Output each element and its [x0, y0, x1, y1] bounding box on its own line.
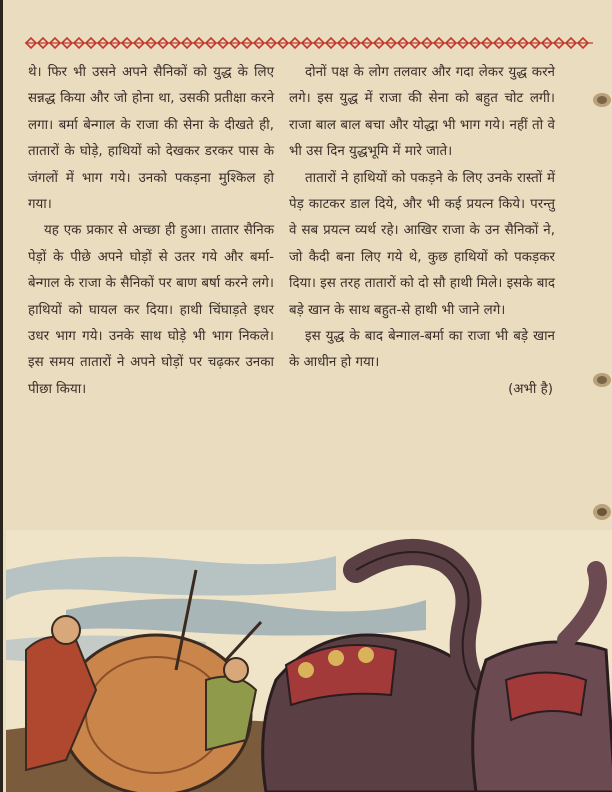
- paragraph: यह एक प्रकार से अच्छा ही हुआ। तातार सैनिक पेड़ों के पीछे अपने घोड़ों से उतर गये और बर्मा-बेन्गाल के राजा के सैनिकों पर बाण बर्षा करने लगे। हाथियों को घायल कर दिया। हाथी चिंघाड़ते इधर उधर भाग गये। उनके साथ घोड़े भी भाग निकले। इस समय तातारों ने अपने घोड़ों पर चढ़कर उनका पीछा किया।: [28, 223, 274, 397]
- paragraph: तातारों ने हाथियों को पकड़ने के लिए उनके रास्तों में पेड़ काटकर डाल दिये, और भी कई प्रयत्न किये। परन्तु वे सब प्रयत्न व्यर्थ रहे। आखिर राजा के उन सैनिकों ने, जो कैदी बना लिए गये थे, कुछ हाथियों को पकड़कर दिया। इस तरह तातारों को दो सौ हाथी मिले। इसके बाद बड़े खान के साथ बहुत-से हाथी भी जाने लगे।: [289, 170, 555, 318]
- right-column: [289, 60, 555, 403]
- story-text: [3, 60, 612, 520]
- decorative-border: [25, 36, 593, 50]
- left-column: [28, 60, 274, 403]
- binder-holes: [588, 80, 612, 540]
- continued-note: (अभी है): [508, 381, 553, 397]
- paragraph: थे। फिर भी उसने अपने सैनिकों को युद्ध के लिए सन्नद्ध किया और जो होना था, उसकी प्रतीक्षा करने लगा। बर्मा बेन्गाल के राजा की सेना के दीखते ही, तातारों के घोड़े, हाथियों को देखकर डरकर पास के जंगलों में भाग गये। उनको पकड़ना मुश्किल हो गया।: [28, 65, 274, 213]
- paragraph: दोनों पक्ष के लोग तलवार और गदा लेकर युद्ध करने लगे। इस युद्ध में राजा की सेना को बहुत चोट लगी। राजा बाल बाल बचा और योद्धा भी भाग गये। नहीं तो वे भी उस दिन युद्धभूमि में मारे जाते।: [289, 65, 555, 160]
- battle-elephants-illustration: [6, 530, 612, 792]
- paragraph: इस युद्ध के बाद बेन्गाल-बर्मा का राजा भी बड़े खान के आधीन हो गया।: [289, 329, 555, 371]
